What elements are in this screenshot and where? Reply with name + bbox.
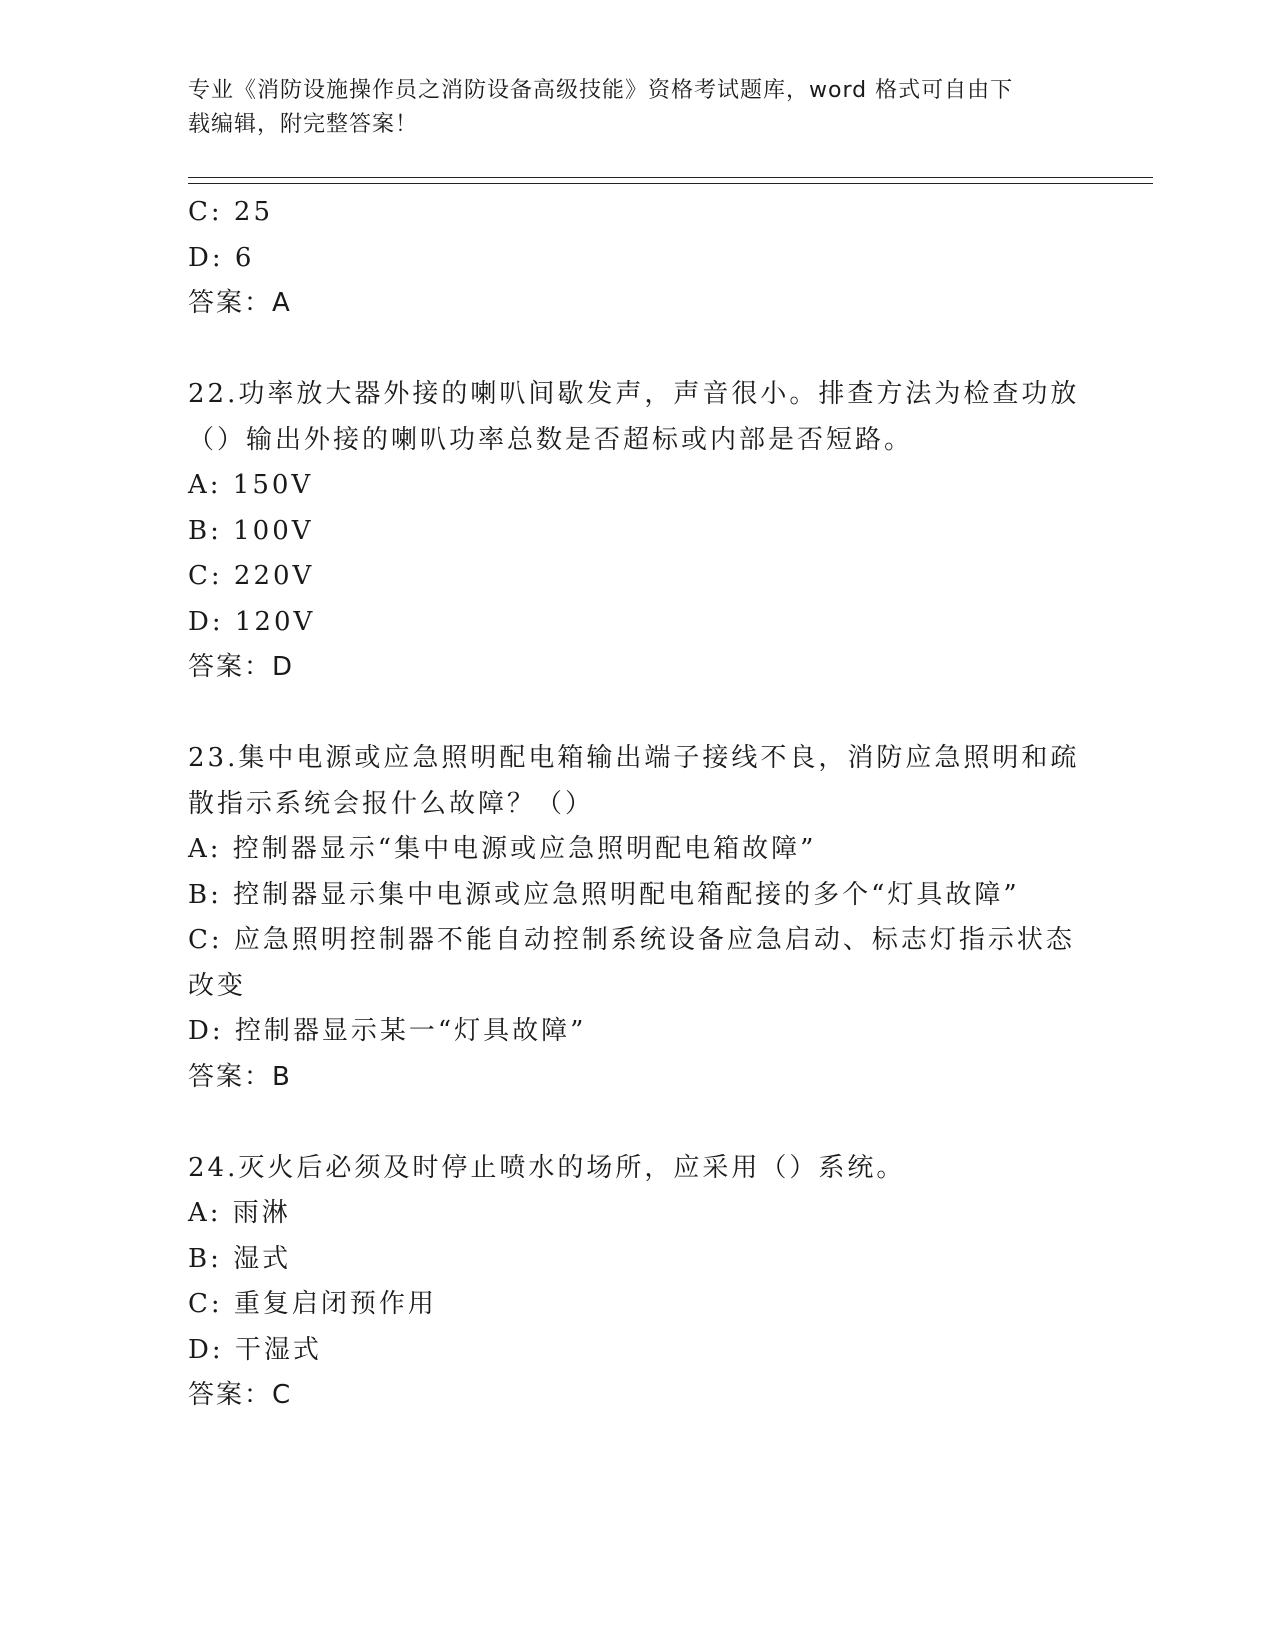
q23-option-a: A: 控制器显示“集中电源或应急照明配电箱故障” — [188, 834, 817, 864]
question-24 — [188, 1146, 1088, 1419]
header-divider-bottom — [188, 183, 1153, 184]
q24-answer: 答案：C — [188, 1380, 293, 1410]
spacer — [188, 1100, 1088, 1146]
q22-answer: 答案：D — [188, 652, 295, 682]
q24-option-b: B: 湿式 — [188, 1243, 292, 1274]
q24-option-a: A: 雨淋 — [188, 1198, 291, 1228]
q22-option-a: A: 150V — [188, 470, 314, 500]
q24-stem-line-1: 24.灭火后必须及时停止喷水的场所，应采用（）系统。 — [188, 1152, 906, 1183]
question-21 — [188, 190, 1088, 327]
spacer — [188, 691, 1088, 737]
q22-stem-line-1: 22.功率放大器外接的喇叭间歇发声，声音很小。排查方法为检查功放 — [188, 379, 1080, 409]
q22-stem-line-2: （）输出外接的喇叭功率总数是否超标或内部是否短路。 — [188, 424, 914, 455]
question-list — [188, 190, 1088, 1419]
header-line-1: 专业《消防设施操作员之消防设备高级技能》资格考试题库，word 格式可自由下 — [188, 78, 1014, 103]
q22-option-b: B: 100V — [188, 515, 314, 546]
header-line-2: 载编辑，附完整答案！ — [188, 112, 419, 137]
q23-option-c-line-2: 改变 — [188, 970, 247, 1001]
q24-option-c: C: 重复启闭预作用 — [188, 1289, 437, 1319]
question-22 — [188, 372, 1088, 691]
q23-stem-line-1: 23.集中电源或应急照明配电箱输出端子接线不良，消防应急照明和疏 — [188, 743, 1080, 773]
q24-option-d: D: 干湿式 — [188, 1334, 322, 1365]
q23-option-d: D: 控制器显示某一“灯具故障” — [188, 1016, 587, 1046]
question-23 — [188, 736, 1088, 1100]
spacer — [188, 327, 1088, 373]
q23-stem-line-2: 散指示系统会报什么故障？（） — [188, 788, 595, 819]
q21-answer: 答案：A — [188, 288, 292, 318]
q23-answer: 答案：B — [188, 1061, 292, 1092]
q22-option-c: C: 220V — [188, 561, 315, 591]
q23-option-c-line-1: C: 应急照明控制器不能自动控制系统设备应急启动、标志灯指示状态 — [188, 925, 1075, 955]
q23-option-b: B: 控制器显示集中电源或应急照明配电箱配接的多个“灯具故障” — [188, 879, 1020, 910]
header-divider-top — [188, 177, 1153, 178]
q21-option-d: D: 6 — [188, 242, 255, 273]
document-header — [188, 74, 1068, 142]
q22-option-d: D: 120V — [188, 606, 316, 637]
q21-option-c: C: 25 — [188, 197, 274, 227]
